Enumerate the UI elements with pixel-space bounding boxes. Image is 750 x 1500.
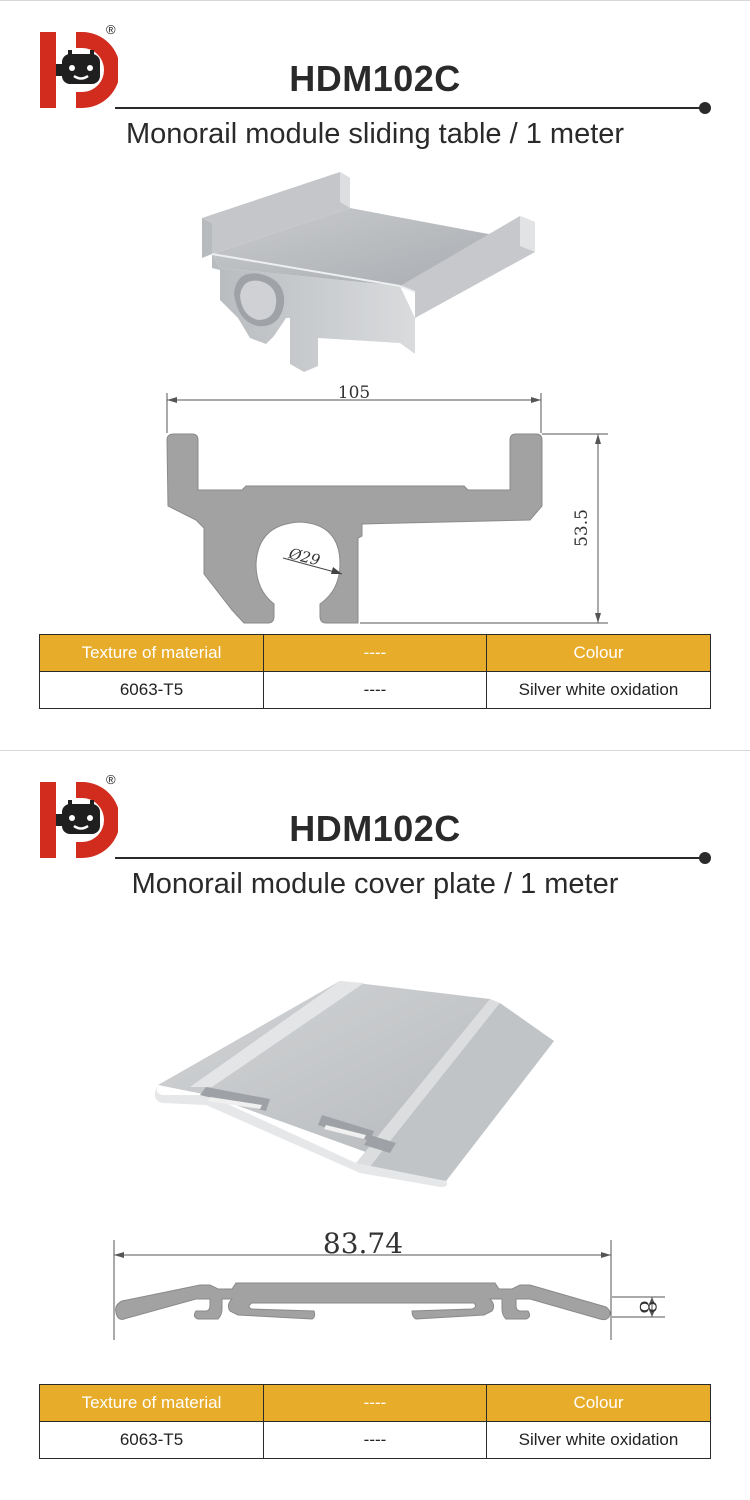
dimension-width-label: 105 [337,383,371,403]
header-cell-colour: Colour [487,635,711,672]
title-underline [115,857,705,859]
header-cell-colour: Colour [487,1385,711,1422]
spec-table-row [40,672,711,709]
product-subtitle: Monorail module sliding table / 1 meter [125,118,625,150]
value-cell-material: 6063-T5 [40,672,264,709]
spec-table-header-row [40,1385,711,1422]
profile-shape-cover-plate [116,1283,610,1320]
model-number: HDM102C [289,808,461,849]
title-underline-dot [699,102,711,114]
profile-shape-sliding-table [167,434,542,623]
cross-section-drawing-cover-plate [100,1225,680,1345]
registered-mark: ® [106,772,116,787]
registered-mark: ® [106,22,116,37]
header-cell-blank: ---- [264,1385,487,1422]
product-render-sliding-table [190,168,560,388]
product-render-cover-plate [150,975,570,1195]
spec-table-header-row [40,635,711,672]
header-cell-blank: ---- [264,635,487,672]
dimension-height-label: 53.5 [572,509,592,547]
header-cell-material: Texture of material [40,1385,264,1422]
section-divider [0,0,750,1]
dimension-height-label: 8 [634,1300,659,1314]
model-number: HDM102C [289,58,461,99]
value-cell-material: 6063-T5 [40,1422,264,1459]
dimension-bore-label: Ø29 [287,544,322,570]
dimension-width-label: 83.74 [322,1227,404,1260]
cross-section-drawing-sliding-table [150,378,620,630]
spec-table [39,634,711,709]
title-underline-dot [699,852,711,864]
spec-table-row [40,1422,711,1459]
value-cell-colour: Silver white oxidation [487,1422,711,1459]
value-cell-blank: ---- [264,1422,487,1459]
product-subtitle: Monorail module cover plate / 1 meter [131,868,619,900]
value-cell-colour: Silver white oxidation [487,672,711,709]
section-divider [0,750,750,751]
spec-table [39,1384,711,1459]
value-cell-blank: ---- [264,672,487,709]
header-cell-material: Texture of material [40,635,264,672]
product-section-cover-plate [0,750,750,1500]
title-underline [115,107,705,109]
